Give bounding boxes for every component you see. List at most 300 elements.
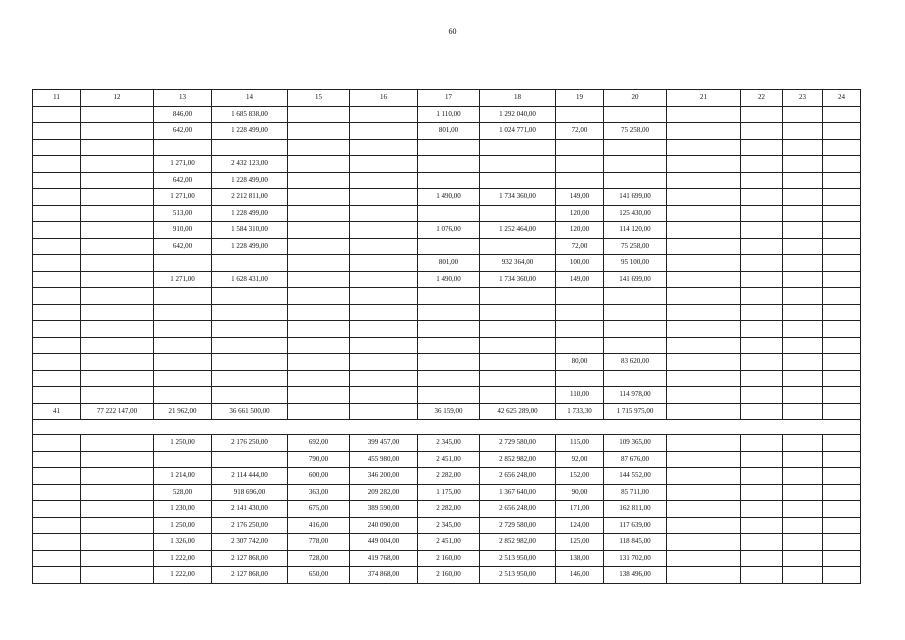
table-cell bbox=[823, 205, 861, 222]
table-cell bbox=[154, 139, 212, 156]
table-cell bbox=[667, 403, 741, 420]
table-cell: 125,00 bbox=[556, 534, 604, 551]
table-cell bbox=[288, 238, 350, 255]
table-cell bbox=[741, 172, 783, 189]
table-body bbox=[33, 106, 861, 583]
table-cell bbox=[667, 238, 741, 255]
table-cell: 125 430,00 bbox=[604, 205, 667, 222]
table-cell bbox=[288, 271, 350, 288]
table-cell: 910,00 bbox=[154, 222, 212, 239]
table-row bbox=[33, 354, 861, 371]
table-cell bbox=[288, 189, 350, 206]
table-cell: 1 584 310,00 bbox=[212, 222, 288, 239]
table-cell bbox=[350, 370, 418, 387]
table-cell bbox=[33, 354, 81, 371]
table-cell bbox=[288, 222, 350, 239]
table-cell bbox=[480, 354, 556, 371]
table-cell bbox=[418, 370, 480, 387]
table-cell: 363,00 bbox=[288, 484, 350, 501]
table-cell: 1 326,00 bbox=[154, 534, 212, 551]
table-cell: 1 230,00 bbox=[154, 501, 212, 518]
table-cell bbox=[81, 354, 154, 371]
table-cell bbox=[667, 468, 741, 485]
table-cell bbox=[480, 304, 556, 321]
table-cell: 138 496,00 bbox=[604, 567, 667, 584]
table-cell bbox=[783, 370, 823, 387]
table-cell bbox=[667, 337, 741, 354]
table-cell bbox=[33, 387, 81, 404]
table-cell bbox=[33, 106, 81, 123]
table-row bbox=[33, 321, 861, 338]
column-header: 24 bbox=[823, 90, 861, 107]
table-cell bbox=[33, 222, 81, 239]
table-cell bbox=[556, 172, 604, 189]
table-cell bbox=[667, 222, 741, 239]
table-cell: 2 852 982,00 bbox=[480, 534, 556, 551]
table-cell bbox=[154, 321, 212, 338]
table-cell: 149,00 bbox=[556, 271, 604, 288]
table-cell bbox=[741, 501, 783, 518]
table-row bbox=[33, 517, 861, 534]
table-cell bbox=[81, 484, 154, 501]
table-cell bbox=[33, 304, 81, 321]
table-cell: 1 024 771,00 bbox=[480, 123, 556, 140]
table-row bbox=[33, 337, 861, 354]
table-cell: 1 214,00 bbox=[154, 468, 212, 485]
table-cell: 36 159,00 bbox=[418, 403, 480, 420]
table-cell bbox=[823, 517, 861, 534]
table-cell bbox=[288, 304, 350, 321]
table-cell bbox=[350, 354, 418, 371]
table-cell bbox=[604, 156, 667, 173]
table-cell bbox=[81, 271, 154, 288]
table-cell bbox=[418, 156, 480, 173]
table-cell: 2 127 868,00 bbox=[212, 567, 288, 584]
table-cell: 80,00 bbox=[556, 354, 604, 371]
table-cell: 2 282,00 bbox=[418, 501, 480, 518]
table-cell bbox=[33, 468, 81, 485]
table-cell bbox=[81, 321, 154, 338]
table-cell bbox=[33, 238, 81, 255]
table-cell: 2 852 982,00 bbox=[480, 451, 556, 468]
table-cell bbox=[154, 304, 212, 321]
table-cell: 1 367 640,00 bbox=[480, 484, 556, 501]
table-cell bbox=[823, 288, 861, 305]
table-cell: 240 090,00 bbox=[350, 517, 418, 534]
table-cell: 2 160,00 bbox=[418, 567, 480, 584]
table-cell bbox=[350, 123, 418, 140]
table-cell bbox=[350, 288, 418, 305]
table-cell: 1 271,00 bbox=[154, 189, 212, 206]
table-cell bbox=[667, 123, 741, 140]
table-cell bbox=[81, 517, 154, 534]
table-cell bbox=[33, 517, 81, 534]
table-cell: 36 661 500,00 bbox=[212, 403, 288, 420]
table-cell bbox=[154, 387, 212, 404]
table-cell: 389 590,00 bbox=[350, 501, 418, 518]
table-cell bbox=[418, 354, 480, 371]
table-cell bbox=[783, 304, 823, 321]
table-cell: 2 513 950,00 bbox=[480, 550, 556, 567]
column-header: 14 bbox=[212, 90, 288, 107]
table-cell bbox=[81, 156, 154, 173]
table-cell bbox=[741, 403, 783, 420]
table-cell: 2 656 248,00 bbox=[480, 468, 556, 485]
table-cell bbox=[350, 222, 418, 239]
table-cell bbox=[783, 123, 823, 140]
table-cell: 1 228 499,00 bbox=[212, 123, 288, 140]
table-cell bbox=[667, 304, 741, 321]
table-cell bbox=[288, 139, 350, 156]
table-cell bbox=[350, 139, 418, 156]
table-cell bbox=[783, 567, 823, 584]
table-cell: 75 258,00 bbox=[604, 123, 667, 140]
table-cell bbox=[33, 172, 81, 189]
table-cell bbox=[667, 189, 741, 206]
table-cell bbox=[783, 468, 823, 485]
table-cell: 2 345,00 bbox=[418, 517, 480, 534]
table-cell: 1 734 360,00 bbox=[480, 189, 556, 206]
table-cell bbox=[604, 172, 667, 189]
table-cell: 650,00 bbox=[288, 567, 350, 584]
table-row bbox=[33, 139, 861, 156]
table-cell bbox=[667, 205, 741, 222]
table-cell bbox=[81, 550, 154, 567]
table-cell bbox=[741, 435, 783, 452]
column-header: 21 bbox=[667, 90, 741, 107]
table-cell bbox=[33, 567, 81, 584]
table-cell bbox=[288, 123, 350, 140]
table-row bbox=[33, 468, 861, 485]
table-cell bbox=[667, 387, 741, 404]
table-cell: 419 768,00 bbox=[350, 550, 418, 567]
table-cell: 513,00 bbox=[154, 205, 212, 222]
table-cell: 124,00 bbox=[556, 517, 604, 534]
table-cell bbox=[288, 205, 350, 222]
table-cell bbox=[154, 255, 212, 272]
table-cell bbox=[556, 321, 604, 338]
table-cell bbox=[823, 567, 861, 584]
table-cell bbox=[604, 139, 667, 156]
table-cell: 1 175,00 bbox=[418, 484, 480, 501]
table-cell bbox=[81, 189, 154, 206]
table-cell bbox=[81, 106, 154, 123]
table-cell: 87 676,00 bbox=[604, 451, 667, 468]
table-cell: 117 639,00 bbox=[604, 517, 667, 534]
table-cell bbox=[33, 156, 81, 173]
table-cell: 72,00 bbox=[556, 238, 604, 255]
table-row bbox=[33, 567, 861, 584]
table-row bbox=[33, 534, 861, 551]
table-cell bbox=[667, 501, 741, 518]
table-cell bbox=[418, 337, 480, 354]
table-cell: 120,00 bbox=[556, 205, 604, 222]
table-cell: 171,00 bbox=[556, 501, 604, 518]
table-cell: 1 734 360,00 bbox=[480, 271, 556, 288]
table-cell: 932 364,00 bbox=[480, 255, 556, 272]
table-cell: 95 100,00 bbox=[604, 255, 667, 272]
table-cell bbox=[604, 370, 667, 387]
table-cell bbox=[212, 255, 288, 272]
table-cell bbox=[81, 451, 154, 468]
table-cell bbox=[823, 271, 861, 288]
table-row bbox=[33, 271, 861, 288]
table-cell bbox=[418, 288, 480, 305]
table-cell bbox=[212, 304, 288, 321]
table-cell bbox=[418, 205, 480, 222]
table-cell bbox=[783, 550, 823, 567]
table-row bbox=[33, 370, 861, 387]
table-row bbox=[33, 123, 861, 140]
table-cell: 2 176 250,00 bbox=[212, 517, 288, 534]
table-cell: 90,00 bbox=[556, 484, 604, 501]
table-cell bbox=[33, 123, 81, 140]
table-cell: 110,00 bbox=[556, 387, 604, 404]
table-cell bbox=[556, 288, 604, 305]
table-cell: 85 711,00 bbox=[604, 484, 667, 501]
table-cell bbox=[81, 337, 154, 354]
table-cell bbox=[33, 534, 81, 551]
table-cell: 2 127 868,00 bbox=[212, 550, 288, 567]
table-cell: 2 307 742,00 bbox=[212, 534, 288, 551]
table-cell bbox=[783, 337, 823, 354]
table-cell bbox=[154, 337, 212, 354]
table-cell: 21 962,00 bbox=[154, 403, 212, 420]
table-cell: 2 114 444,00 bbox=[212, 468, 288, 485]
table-cell: 1 228 499,00 bbox=[212, 205, 288, 222]
table-cell bbox=[741, 304, 783, 321]
table-cell bbox=[556, 337, 604, 354]
table-cell: 41 bbox=[33, 403, 81, 420]
table-cell bbox=[783, 238, 823, 255]
table-cell bbox=[350, 271, 418, 288]
table-cell bbox=[783, 354, 823, 371]
table-cell bbox=[33, 451, 81, 468]
table-cell: 141 699,00 bbox=[604, 271, 667, 288]
table-cell bbox=[480, 238, 556, 255]
table-cell bbox=[783, 222, 823, 239]
table-cell bbox=[33, 321, 81, 338]
table-cell: 2 432 123,00 bbox=[212, 156, 288, 173]
table-cell bbox=[212, 337, 288, 354]
table-cell bbox=[556, 156, 604, 173]
table-cell bbox=[783, 255, 823, 272]
table-cell bbox=[783, 288, 823, 305]
table-cell bbox=[741, 337, 783, 354]
table-cell: 1 490,00 bbox=[418, 189, 480, 206]
table-cell: 131 702,00 bbox=[604, 550, 667, 567]
table-cell bbox=[823, 435, 861, 452]
table-cell bbox=[741, 567, 783, 584]
table-cell: 2 513 950,00 bbox=[480, 567, 556, 584]
table-cell: 1 076,00 bbox=[418, 222, 480, 239]
table-cell bbox=[81, 238, 154, 255]
table-row bbox=[33, 403, 861, 420]
table-cell bbox=[783, 517, 823, 534]
table-cell bbox=[81, 222, 154, 239]
table-cell bbox=[741, 271, 783, 288]
table-cell: 209 282,00 bbox=[350, 484, 418, 501]
table-cell bbox=[741, 139, 783, 156]
table-cell bbox=[741, 189, 783, 206]
table-cell bbox=[212, 321, 288, 338]
table-cell bbox=[350, 238, 418, 255]
table-cell bbox=[480, 139, 556, 156]
table-cell bbox=[288, 172, 350, 189]
table-cell: 162 811,00 bbox=[604, 501, 667, 518]
table-cell bbox=[783, 205, 823, 222]
table-row bbox=[33, 255, 861, 272]
table-cell bbox=[783, 172, 823, 189]
table-cell bbox=[741, 205, 783, 222]
table-cell bbox=[667, 534, 741, 551]
table-cell bbox=[604, 288, 667, 305]
table-cell bbox=[33, 271, 81, 288]
table-row bbox=[33, 451, 861, 468]
table-cell bbox=[667, 139, 741, 156]
table-cell bbox=[823, 550, 861, 567]
table-cell bbox=[741, 468, 783, 485]
table-cell: 1 292 040,00 bbox=[480, 106, 556, 123]
table-cell bbox=[350, 321, 418, 338]
table-cell bbox=[350, 205, 418, 222]
table-cell: 1 222,00 bbox=[154, 550, 212, 567]
table-cell bbox=[823, 321, 861, 338]
table-row bbox=[33, 172, 861, 189]
table-cell bbox=[81, 304, 154, 321]
table-cell: 118 845,00 bbox=[604, 534, 667, 551]
table-cell: 2 729 580,00 bbox=[480, 435, 556, 452]
table-cell bbox=[480, 321, 556, 338]
table-cell bbox=[823, 534, 861, 551]
table-cell: 77 222 147,00 bbox=[81, 403, 154, 420]
column-header: 20 bbox=[604, 90, 667, 107]
table-cell bbox=[418, 172, 480, 189]
column-header: 19 bbox=[556, 90, 604, 107]
table-cell: 1 271,00 bbox=[154, 156, 212, 173]
table-cell bbox=[783, 106, 823, 123]
table-cell: 1 685 838,00 bbox=[212, 106, 288, 123]
table-cell bbox=[212, 354, 288, 371]
table-cell bbox=[783, 139, 823, 156]
table-cell bbox=[33, 550, 81, 567]
table-cell bbox=[667, 321, 741, 338]
table-cell bbox=[288, 370, 350, 387]
table-cell: 1 228 499,00 bbox=[212, 172, 288, 189]
table-cell: 149,00 bbox=[556, 189, 604, 206]
table-cell: 109 365,00 bbox=[604, 435, 667, 452]
table-cell bbox=[783, 451, 823, 468]
column-header: 17 bbox=[418, 90, 480, 107]
table-cell bbox=[741, 484, 783, 501]
table-cell bbox=[741, 387, 783, 404]
table-cell bbox=[81, 139, 154, 156]
table-cell: 346 200,00 bbox=[350, 468, 418, 485]
table-cell bbox=[350, 403, 418, 420]
header-row bbox=[33, 90, 861, 107]
table-cell bbox=[288, 321, 350, 338]
table-cell bbox=[81, 468, 154, 485]
column-header: 13 bbox=[154, 90, 212, 107]
table-cell: 141 699,00 bbox=[604, 189, 667, 206]
table-cell bbox=[288, 337, 350, 354]
table-cell bbox=[823, 468, 861, 485]
separator-row bbox=[33, 420, 861, 435]
table-cell: 114 978,00 bbox=[604, 387, 667, 404]
table-row bbox=[33, 435, 861, 452]
table-cell bbox=[288, 106, 350, 123]
table-cell: 2 141 430,00 bbox=[212, 501, 288, 518]
table-cell: 642,00 bbox=[154, 123, 212, 140]
table-cell bbox=[741, 370, 783, 387]
table-row bbox=[33, 238, 861, 255]
table-cell: 42 625 289,00 bbox=[480, 403, 556, 420]
table-cell bbox=[81, 123, 154, 140]
table-cell bbox=[741, 156, 783, 173]
table-cell: 138,00 bbox=[556, 550, 604, 567]
table-cell bbox=[667, 288, 741, 305]
table-cell bbox=[81, 172, 154, 189]
table-cell: 75 258,00 bbox=[604, 238, 667, 255]
table-cell bbox=[667, 435, 741, 452]
table-cell bbox=[33, 370, 81, 387]
table-cell bbox=[212, 451, 288, 468]
table-cell: 144 552,00 bbox=[604, 468, 667, 485]
table-cell: 114 120,00 bbox=[604, 222, 667, 239]
table-cell: 2 176 250,00 bbox=[212, 435, 288, 452]
table-cell bbox=[480, 156, 556, 173]
table-cell bbox=[783, 156, 823, 173]
table-cell bbox=[823, 172, 861, 189]
table-cell bbox=[741, 123, 783, 140]
table-cell bbox=[823, 255, 861, 272]
table-cell: 642,00 bbox=[154, 172, 212, 189]
table-cell bbox=[480, 172, 556, 189]
table-row bbox=[33, 156, 861, 173]
table-cell bbox=[667, 354, 741, 371]
table-cell bbox=[667, 172, 741, 189]
table-cell bbox=[154, 451, 212, 468]
table-cell bbox=[288, 288, 350, 305]
table-cell: 120,00 bbox=[556, 222, 604, 239]
table-cell bbox=[480, 370, 556, 387]
table-cell: 2 451,00 bbox=[418, 451, 480, 468]
column-header: 12 bbox=[81, 90, 154, 107]
table-cell bbox=[783, 189, 823, 206]
table-cell: 2 656 248,00 bbox=[480, 501, 556, 518]
table-cell: 2 282,00 bbox=[418, 468, 480, 485]
table-cell bbox=[667, 550, 741, 567]
table-cell: 1 628 431,00 bbox=[212, 271, 288, 288]
table-cell bbox=[33, 205, 81, 222]
table-cell bbox=[288, 387, 350, 404]
table-cell: 1 250,00 bbox=[154, 517, 212, 534]
table-cell bbox=[350, 156, 418, 173]
table-cell bbox=[350, 337, 418, 354]
table-cell: 1 715 975,00 bbox=[604, 403, 667, 420]
table-cell bbox=[823, 123, 861, 140]
table-cell bbox=[288, 156, 350, 173]
table-cell bbox=[350, 189, 418, 206]
table-cell bbox=[81, 435, 154, 452]
table-cell bbox=[350, 172, 418, 189]
table-cell: 83 620,00 bbox=[604, 354, 667, 371]
table-cell: 600,00 bbox=[288, 468, 350, 485]
table-cell bbox=[480, 387, 556, 404]
table-cell bbox=[667, 370, 741, 387]
table-cell: 642,00 bbox=[154, 238, 212, 255]
table-cell bbox=[154, 354, 212, 371]
